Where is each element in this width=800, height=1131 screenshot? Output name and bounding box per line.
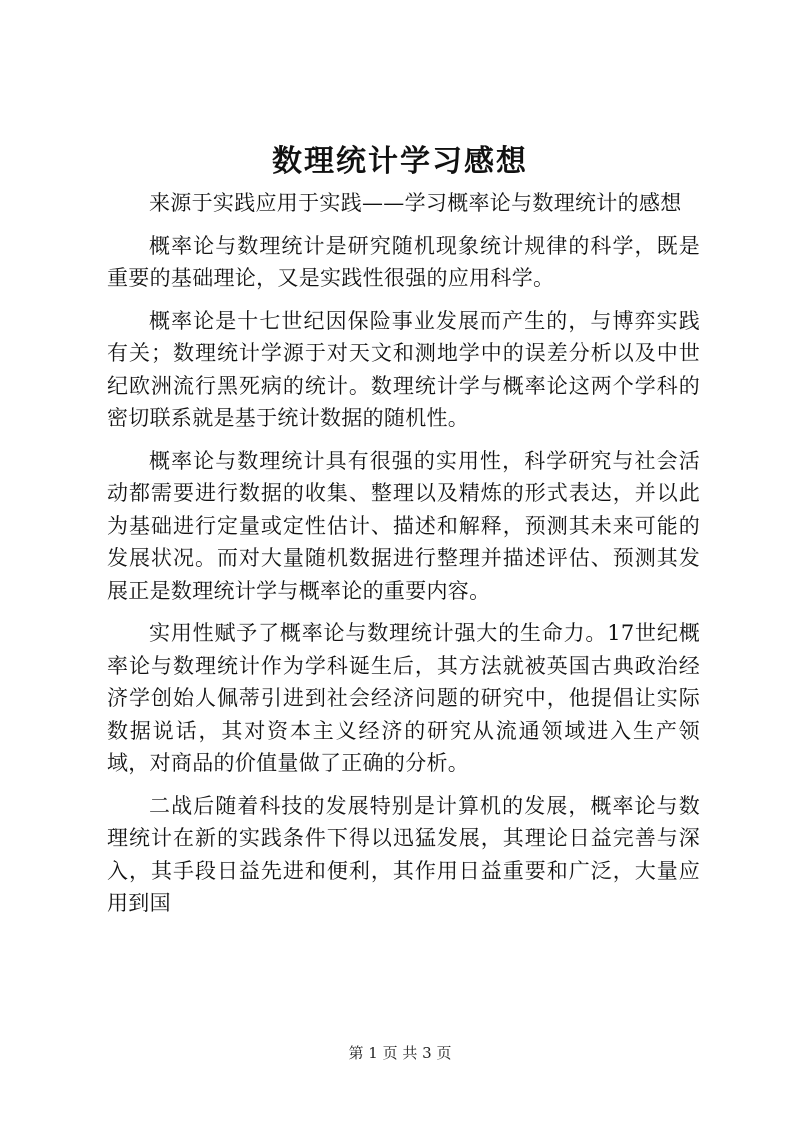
paragraph: 概率论与数理统计是研究随机现象统计规律的科学，既是重要的基础理论，又是实践性很强的应用科学。	[107, 233, 700, 290]
paragraph: 实用性赋予了概率论与数理统计强大的生命力。17世纪概率论与数理统计作为学科诞生后，其方法就被英国古典政治经济学创始人佩蒂引进到社会经济问题的研究中，他提倡让实际数据说话，其对资本主义经济的研究从流通领域进入生产领域，对商品的价值量做了正确的分析。	[107, 621, 700, 775]
paragraph: 二战后随着科技的发展特别是计算机的发展，概率论与数理统计在新的实践条件下得以迅猛发展，其理论日益完善与深入，其手段日益先进和便利，其作用日益重要和广泛，大量应用到国	[107, 793, 700, 915]
paragraph: 概率论是十七世纪因保险事业发展而产生的，与博弈实践有关；数理统计学源于对天文和测地学中的误差分析以及中世纪欧洲流行黑死病的统计。数理统计学与概率论这两个学科的密切联系就是基于统计数据的随机性。	[107, 308, 700, 430]
document-title: 数理统计学习感想	[272, 144, 528, 179]
page-number: 第 1 页 共 3 页	[348, 1044, 452, 1062]
document-body	[107, 187, 700, 920]
paragraph: 概率论与数理统计具有很强的实用性，科学研究与社会活动都需要进行数据的收集、整理以及精炼的形式表达，并以此为基础进行定量或定性估计、描述和解释，预测其未来可能的发展状况。而对大量随机数据进行整理并描述评估、预测其发展正是数理统计学与概率论的重要内容。	[107, 448, 700, 603]
paragraph-subtitle: 来源于实践应用于实践——学习概率论与数理统计的感想	[149, 191, 682, 215]
